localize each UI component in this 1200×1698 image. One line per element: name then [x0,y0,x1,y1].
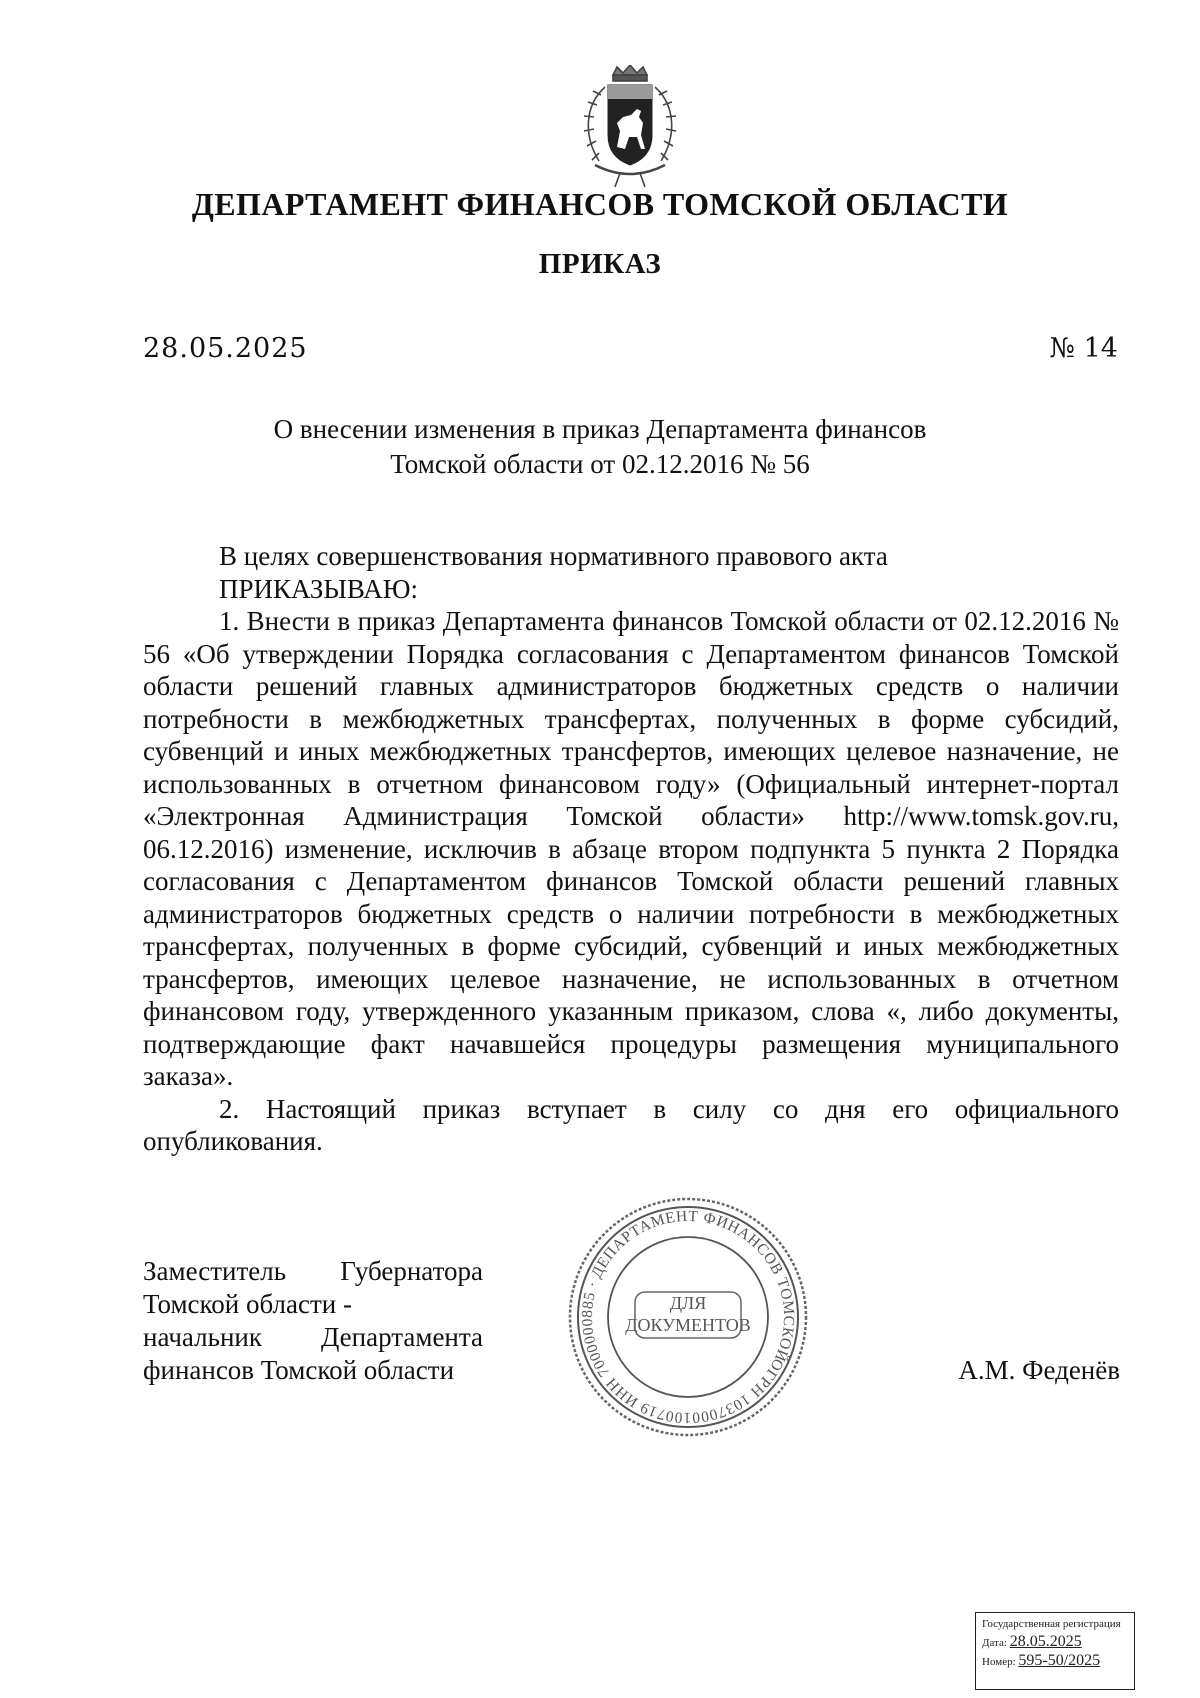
order-date: 28.05.2025 [143,333,308,364]
paragraph-2: 2. Настоящий приказ вступает в силу со дня его официального опубликования. [143,1093,1119,1156]
order-body [143,540,1119,1158]
signer-line-1: Заместитель Губернатора [143,1256,483,1286]
document-type: ПРИКАЗ [538,248,662,280]
registration-number-label: Номер: [982,1656,1016,1668]
subject-line-2: Томской области от 02.12.2016 № 56 [390,449,810,479]
signer-line-2: Томской области - [143,1289,352,1319]
subject-line-1: О внесении изменения в приказ Департамента финансов [273,414,927,444]
organization-title: ДЕПАРТАМЕНТ ФИНАНСОВ ТОМСКОЙ ОБЛАСТИ [191,186,1009,222]
registration-number: 595-50/2025 [1018,1652,1101,1669]
stamp-outer-text: ОГРН 1037000100719 ИНН 7000000885 · ДЕПАРТАМЕНТ ФИНАНСОВ ТОМСКОЙ [578,1207,798,1427]
official-stamp [565,1194,811,1440]
signer-name: А.М. Феденёв [958,1355,1120,1385]
order-subject [0,412,1200,482]
order-number: № 14 [1049,333,1118,364]
stamp-center-line-1: ДЛЯ [669,1293,707,1313]
stamp-center-line-2: ДОКУМЕНТОВ [625,1315,751,1335]
registration-box [975,1612,1135,1690]
signer-line-3: начальник Департамента [143,1322,483,1352]
registration-title: Государственная регистрация [982,1618,1121,1630]
intro-text: В целях совершенствования нормативного правового акта [219,541,888,571]
signer-position [143,1255,483,1387]
order-directive: ПРИКАЗЫВАЮ: [219,573,418,604]
paragraph-1: 1. Внести в приказ Департамента финансов Томской области от 02.12.2016 № 56 «Об утверждении Порядка согласования с Департаментом финансов Томской области решений главных администраторов бюджетных средств о наличии потребности в межбюджетных трансфертах, полученных в форме субсидий, субвенций и иных межбюджетных трансфертов, имеющих целевое назначение, не использованных в отчетном финансовом году» (Официальный интернет-портал «Электронная Администрация Томской области» http://www.tomsk.gov.ru, 06.12.2016) изменение, исключив в абзаце втором подпункта 5 пункта 2 Порядка согласования с Департаментом финансов Томской области решений главных администраторов бюджетных средств о наличии потребности в межбюджетных трансфертах, полученных в форме субсидий, субвенций и иных межбюджетных трансфертов, имеющих целевое назначение, не использованных в отчетном финансовом году, утвержденного указанным приказом, слова «, либо документы, подтверждающие факт начавшейся процедуры размещения муниципального заказа». [143,606,1119,1091]
coat-of-arms-emblem [565,65,695,190]
signer-line-4: финансов Томской области [143,1355,455,1385]
registration-date: 28.05.2025 [1009,1633,1082,1650]
registration-date-label: Дата: [982,1637,1007,1649]
